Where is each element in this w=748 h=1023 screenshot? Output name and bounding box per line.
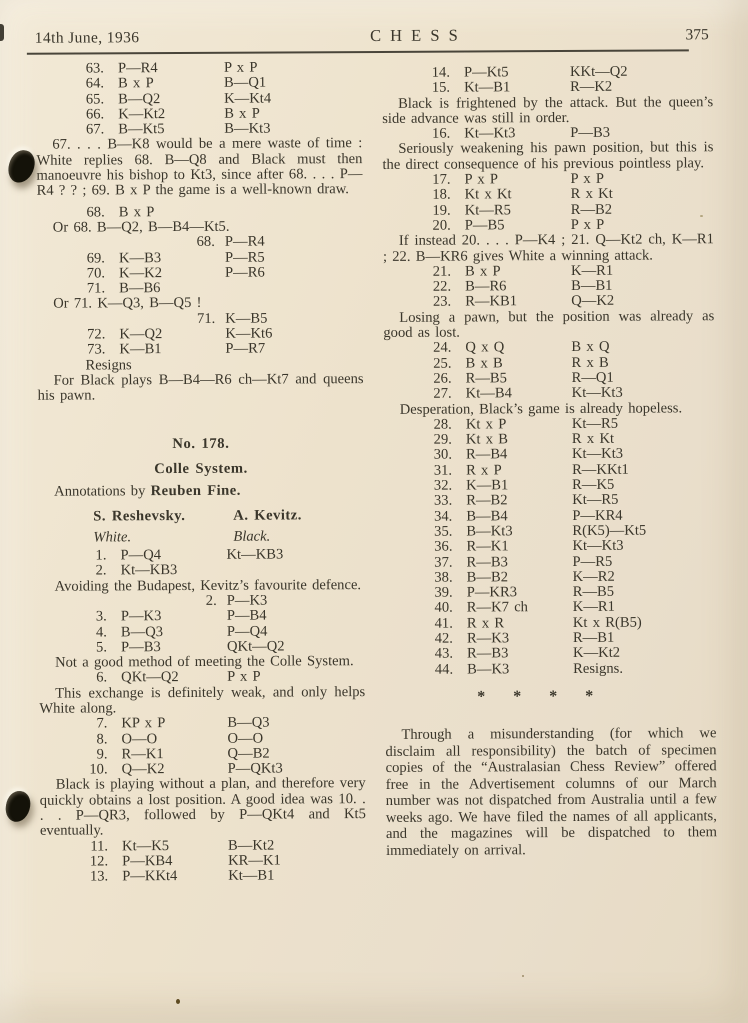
player-name-black: A. Kevitz. [233,507,302,525]
commentary-paragraph: This exchange is definitely weak, and only helps White along. [39,683,366,717]
commentary-paragraph: Through a misunderstanding (for which we disclaim all responsibility) the batch of specimen copies of the “Australasian Chess Review” offered free in the Advertisement columns of our March number was not dispatched from Australia until a few weeks ago. We have filed the names of all applicants, and the magazines will be dispatched to them immediately on arrival. [385,725,717,859]
right-column [382,58,717,859]
black-move: Kt—R5 [572,492,619,509]
move-number [37,236,105,252]
white-move: O—O [121,730,158,747]
move-row [384,447,715,464]
move-row [383,187,714,204]
move-list [383,340,714,403]
white-move: KP x P [121,715,166,732]
move-list [37,311,363,359]
black-move: P—Q4 [226,623,268,640]
white-move: P—B5 [464,217,505,234]
white-move: Q—K2 [121,761,165,778]
black-label: Black. [233,528,271,545]
header-rule [27,49,689,54]
move-row [39,746,365,763]
annotator-line [38,483,364,500]
move-row [384,554,715,571]
white-move: B—B6 [119,280,161,297]
white-move: R—B4 [465,446,508,463]
move-number: 1. [95,547,107,564]
black-move: K—Kt6 [225,325,273,342]
page-header [35,24,709,48]
black-move: P—B3 [570,124,611,142]
player-names-row [38,508,364,525]
black-move: P—R7 [225,340,266,358]
black-move: K—Kt4 [224,90,272,107]
commentary-paragraph: 67. . . . B—K8 would be a mere waste of time : White replies 68. B—Q8 and Black must then manoeuvre his bishop to Kt3, since after 68. . . . P—R4 ? ? ; 69. B x P the game is a well-known draw. [36,135,363,200]
white-move: B—R6 [465,278,507,295]
black-move: P x P [227,668,261,686]
player-colors-row [38,529,364,546]
move-number: 19. [432,202,451,219]
black-move: Kt—Kt3 [571,384,623,402]
commentary-paragraph: For Black plays B—B4—R6 ch—Kt7 and queens his pawn. [37,370,364,404]
move-number: 17. [432,171,451,188]
black-move: R—K2 [570,79,613,96]
black-move: R x B [571,354,609,371]
move-number: 27. [433,385,452,402]
black-move: R—Q1 [571,369,614,386]
move-number: 36. [434,538,453,555]
move-row [37,341,363,358]
black-move: B—Kt2 [227,837,275,854]
white-move: R—B3 [466,645,509,662]
move-number: 11. [90,838,109,855]
white-move: K—Q2 [119,326,163,343]
move-row [385,630,716,647]
move-row [383,340,714,357]
move-number: 13. [89,868,109,885]
move-row [39,731,365,748]
white-move: Kt—Kt3 [464,125,516,142]
white-move: R—KB1 [465,293,518,310]
black-move: P—KR4 [572,507,623,524]
separator-stars [385,688,685,705]
black-move: O—O [227,730,264,747]
white-move: P—B3 [120,638,161,656]
white-move: K—Kt2 [118,105,166,123]
move-row [382,171,713,188]
annotator-name: Reuben Fine. [150,482,241,500]
black-move: Kt—Kt3 [572,537,624,555]
white-move: B—B2 [466,569,509,586]
move-row [38,547,364,564]
black-move: Kt x R(B5) [572,614,642,631]
move-number: 10. [89,761,108,778]
move-list [40,838,366,886]
magazine-title: CHESS [370,25,467,46]
move-row [39,593,365,610]
move-number: 42. [434,630,453,647]
move-row [39,608,365,625]
move-row [39,715,365,732]
move-row [36,60,362,77]
white-move: Kt—B4 [465,385,512,402]
black-move: K—B5 [225,310,268,327]
black-move: R—B1 [572,629,615,646]
move-row [37,250,363,267]
commentary-paragraph: Avoiding the Budapest, Kevitz’s favourite defence. [54,576,362,595]
paper-speck [700,215,703,217]
white-move: K—B1 [466,477,509,494]
move-row [37,234,363,251]
white-move: B x B [465,354,503,372]
black-move: P—R5 [572,553,613,570]
white-move: Kt x Kt [464,186,512,203]
move-number: 20. [432,217,451,234]
move-number: 30. [433,447,453,464]
move-row [385,584,716,601]
move-list [39,593,365,656]
black-move: P x P [223,59,258,76]
black-move: K—R1 [570,262,614,279]
black-move: B—B1 [571,277,613,295]
move-number [37,312,105,328]
black-move: R x Kt [570,186,613,203]
white-move: P—KKt4 [122,868,178,885]
move-row [383,355,714,372]
white-move: Q x Q [465,339,505,356]
black-move: K—R1 [572,599,615,616]
move-number: 68. [196,234,215,251]
black-move: B x Q [571,339,610,356]
move-number: 4. [95,623,107,640]
move-number: 34. [434,508,453,525]
issue-date: 14th June, 1936 [34,29,140,47]
move-list [382,171,713,234]
black-move: Q—B2 [227,745,270,762]
black-move: K—R2 [572,568,615,585]
move-number: 33. [433,492,453,509]
move-number: 67. [85,121,105,138]
star-glyph: * [477,688,486,706]
paper-speck [176,999,180,1004]
white-move: R—B5 [465,370,507,387]
move-number: 43. [434,645,454,662]
move-row [384,416,715,433]
move-row [36,91,362,108]
move-list [383,263,714,311]
move-row [383,263,714,280]
move-row [37,265,363,282]
black-move: P—B4 [226,607,267,624]
white-move: Kt—KB3 [120,562,178,579]
move-number: 9. [96,746,108,763]
white-move: P—KB4 [122,853,173,870]
move-number: 71. [196,310,216,327]
move-number: 40. [434,599,453,617]
page-edge-mark [0,24,4,41]
move-number: 14. [431,64,451,81]
black-move: P x P [570,216,605,233]
move-number: 68. [86,204,105,221]
move-number: 3. [95,608,107,625]
black-move: Q—K2 [571,293,615,310]
move-list [382,64,713,96]
black-move: R—K5 [572,476,615,493]
move-number: 66. [85,106,105,123]
black-move: B—Q1 [223,74,267,92]
black-move: Kt—R5 [571,415,619,432]
commentary-paragraph: Desperation, Black’s game is already hopeless. [399,399,683,418]
white-move: R—B3 [466,553,508,571]
move-row [37,311,363,328]
move-number: 70. [86,265,106,282]
move-number: 5. [95,639,108,656]
move-number: 2. [205,592,217,609]
move-number: 22. [432,278,452,295]
move-row [385,645,716,662]
white-move: B—Q2 [118,90,161,107]
black-move [225,280,363,296]
annotator-prefix: Annotations by [54,483,151,500]
move-list [38,547,364,579]
move-list [39,715,365,778]
move-row [384,523,715,540]
players-block [38,508,364,545]
paper-speck [522,975,524,977]
white-move: Kt—R5 [464,201,511,219]
move-number: 69. [86,249,105,267]
white-move: K—B3 [118,249,162,266]
white-move: R—K1 [121,745,164,763]
move-list [37,234,363,297]
black-move: K—Kt2 [572,644,621,662]
white-move: R—K7 ch [466,599,529,616]
black-move: Kt—Kt3 [571,446,624,463]
white-move: R x P [466,462,502,479]
move-number: 41. [434,615,453,632]
move-number: 31. [433,462,453,479]
move-row [382,64,713,81]
move-number: 24. [433,339,452,357]
game-number-heading: No. 178. [172,435,230,452]
black-move: Resigns. [573,660,624,677]
commentary-paragraph: Seriously weakening his pawn position, but this is the direct consequence of his previous pointless play. [382,139,714,173]
white-move: R—K1 [466,538,509,555]
move-number: 16. [431,125,451,142]
white-move: B x P [118,203,155,221]
page-number: 375 [685,26,709,44]
move-number: 12. [89,853,109,870]
move-row [40,853,366,870]
black-move [227,562,365,578]
move-number: 28. [433,416,452,433]
black-move: R—B2 [570,201,613,218]
white-move: K—K2 [118,264,163,282]
move-list [36,60,362,138]
move-row [40,868,366,885]
move-number [39,594,107,610]
black-move: P—K3 [226,592,268,609]
move-number: 35. [434,523,453,540]
variation-line: Or 68. B—Q2, B—B4—Kt5. [52,218,230,236]
move-row [39,624,365,641]
variation-line: Or 71. K—Q3, B—Q5 ! [53,295,202,313]
white-move: Kt—B1 [464,79,511,96]
move-row [40,838,366,855]
move-number: 23. [432,294,452,311]
white-move: Kt—K5 [121,837,170,854]
white-move: K—B1 [119,341,162,358]
left-column [36,60,366,885]
move-number: 7. [96,715,108,732]
white-move: R—B2 [466,492,508,509]
black-move [225,204,363,220]
black-move: B—Q3 [227,714,270,732]
white-move: P x P [464,171,499,188]
black-move: QKt—Q2 [226,638,285,655]
move-number: 8. [96,730,108,748]
move-row [384,370,715,387]
move-number: 29. [433,431,452,448]
move-number: 71. [86,280,106,297]
commentary-paragraph: Black is playing without a plan, and therefore very quickly obtains a lost position. A good idea was 10. . . . P—QR3, followed by P—QKt4 and Kt5 eventually. [39,775,366,840]
commentary-paragraph: Not a good method of meeting the Colle System. [55,653,354,671]
commentary-paragraph: Black is frightened by the attack. But the queen’s side advance was still in order. [382,93,714,127]
white-move: R x R [466,615,505,632]
move-number: 44. [434,661,454,678]
move-row [384,538,715,555]
black-move: R(K5)—Kt5 [572,522,647,539]
black-move: R—B5 [572,583,615,601]
move-number: 18. [432,186,451,204]
commentary-paragraph: If instead 20. . . . P—K4 ; 21. Q—Kt2 ch, K—R1 ; 22. B—KR6 gives White a winning attack. [382,231,714,265]
move-row [385,600,716,617]
move-row [385,615,716,632]
move-number: 64. [85,75,105,92]
black-move: R—KKt1 [572,461,629,478]
black-move: P—R5 [224,249,265,266]
move-number: 73. [87,341,106,358]
black-move: Kt—KB3 [226,546,284,563]
move-number: 6. [96,669,108,686]
move-number: 38. [434,569,453,586]
move-row [36,106,362,123]
white-move: B x P [117,75,154,92]
move-row [383,278,714,295]
white-move: B—Kt3 [466,523,513,540]
commentary-paragraph: Losing a pawn, but the position was already as good as lost. [383,307,715,341]
black-move: KR—K1 [228,852,281,869]
star-glyph: * [549,687,558,705]
white-move: R—K3 [466,630,510,647]
black-move: Kt—B1 [228,867,275,885]
white-move: P—K3 [120,608,162,625]
move-number: 2. [95,562,107,579]
white-move: QKt—Q2 [121,669,179,686]
move-row [384,477,715,494]
white-move: Kt x P [465,416,507,433]
black-move: P—R4 [224,233,265,251]
move-number: 65. [85,91,105,108]
white-move: P—Q4 [120,547,162,564]
white-move: B x P [464,263,501,280]
move-number: 25. [433,355,452,372]
black-move: KKt—Q2 [569,63,628,80]
move-row [384,508,715,525]
move-row [385,661,716,678]
star-glyph: * [585,687,594,705]
white-move: P—KR3 [466,584,518,601]
white-move: B—Q3 [120,623,164,640]
move-number: 32. [433,477,453,494]
black-move: P—QKt3 [227,760,283,777]
move-list [384,416,716,678]
opening-name-heading: Colle System. [154,460,248,477]
move-number: 72. [87,326,106,343]
move-row [37,326,363,343]
move-number: 26. [433,370,452,387]
move-number: 39. [434,584,453,601]
move-row [384,462,715,479]
white-move: B—Kt5 [118,121,165,138]
move-number: 15. [431,79,451,96]
white-label: White. [93,528,132,546]
black-move: B—Kt3 [224,120,271,137]
move-number: 37. [434,554,453,571]
move-row [384,493,715,510]
white-move: P—R4 [117,60,158,77]
move-number: 21. [432,263,452,280]
move-row [385,569,716,586]
black-move: P x P [570,170,605,188]
move-row [383,202,714,219]
move-number: 63. [85,60,104,77]
move-row [384,431,715,448]
black-move: B x P [224,105,260,122]
black-move: R x Kt [571,430,615,448]
move-row [36,75,362,92]
star-glyph: * [513,688,522,706]
white-move: B—B4 [466,507,508,525]
white-move: Kt x B [465,431,509,448]
white-move: P—Kt5 [463,64,509,81]
player-name-white: S. Reshevsky. [93,508,186,525]
variation-line: Resigns [85,356,132,374]
black-move: P—R6 [224,264,265,281]
white-move: B—K3 [467,660,510,678]
